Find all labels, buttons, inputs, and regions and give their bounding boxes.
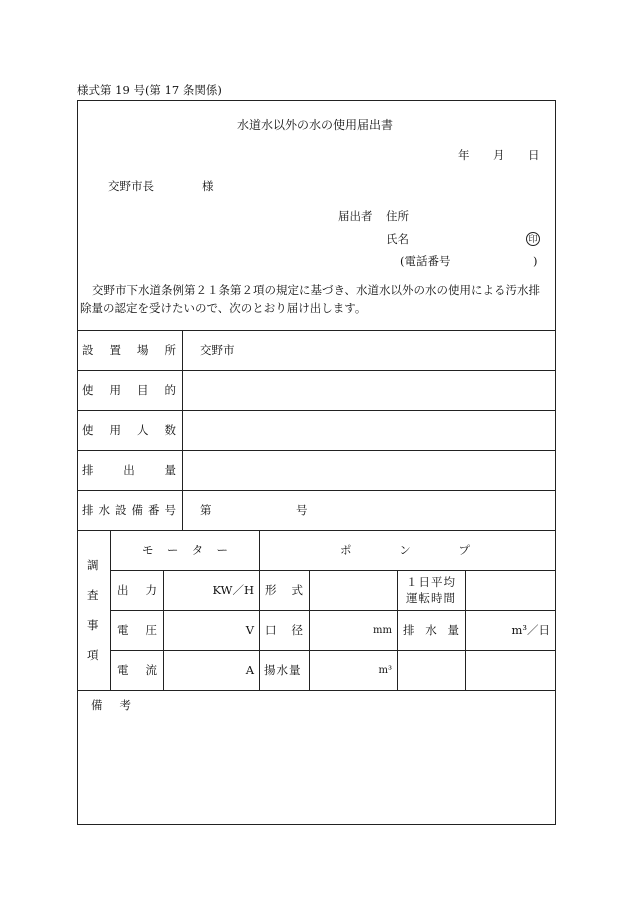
survey-side-label-4: 項 <box>87 648 99 662</box>
divider-line <box>77 530 556 531</box>
purpose-label: 使 用 目 的 <box>82 383 176 397</box>
date-year-label: 年 <box>458 148 470 162</box>
users-label: 使 用 人 数 <box>82 423 176 437</box>
drain-label: 排 水 量 <box>403 623 459 637</box>
discharge-label: 排 出 量 <box>82 463 176 477</box>
divider-line <box>110 650 556 651</box>
divider-line <box>77 410 556 411</box>
divider-line <box>309 570 310 690</box>
divider-line <box>397 570 398 690</box>
current-label: 電 流 <box>117 663 157 677</box>
addressee-honorific: 様 <box>202 179 214 193</box>
survey-side-label-1: 調 <box>87 558 99 572</box>
divider-line <box>110 610 556 611</box>
survey-side-label-3: 事 <box>87 618 99 632</box>
facility-number-suffix: 号 <box>296 503 308 517</box>
divider-line <box>110 530 111 690</box>
remarks-label: 備 考 <box>91 698 131 712</box>
runtime-label-line1: １日平均 <box>406 575 456 589</box>
notifier-address-label: 住所 <box>386 209 409 223</box>
motor-header: モ ー タ ー <box>142 543 228 557</box>
drain-unit: m³／日 <box>511 623 550 637</box>
location-value[interactable]: 交野市 <box>200 343 235 357</box>
divider-line <box>259 530 260 690</box>
output-label: 出 力 <box>117 583 157 597</box>
output-unit: KW／H <box>212 583 254 597</box>
divider-line <box>110 570 556 571</box>
bore-label: 口 径 <box>265 623 303 637</box>
addressee-name: 交野市長 <box>108 179 154 193</box>
notifier-label: 届出者 <box>338 209 373 223</box>
users-field[interactable] <box>190 420 550 442</box>
divider-line <box>77 450 556 451</box>
remarks-field[interactable] <box>82 718 550 818</box>
divider-line <box>182 330 183 530</box>
facility-number-field[interactable] <box>210 500 290 522</box>
facility-number-prefix: 第 <box>200 503 212 517</box>
current-unit: A <box>245 663 254 677</box>
facility-number-label: 排 水 設 備 番 号 <box>82 503 176 517</box>
type-label: 形 式 <box>265 583 303 597</box>
form-number: 様式第 19 号(第 17 条関係) <box>77 83 222 97</box>
divider-line <box>163 570 164 690</box>
survey-side-label-2: 査 <box>87 588 99 602</box>
form-title: 水道水以外の水の使用届出書 <box>236 118 393 132</box>
divider-line <box>465 570 466 690</box>
notifier-phone-label: (電話番号 <box>400 254 451 268</box>
body-text-line2: 除量の認定を受けたいので、次のとおり届け出します。 <box>80 301 367 315</box>
pumping-unit: m³ <box>378 665 392 676</box>
notifier-phone-close: ) <box>533 254 538 268</box>
runtime-label-line2: 運転時間 <box>406 591 456 605</box>
pump-header: ポ ン プ <box>340 543 470 557</box>
pumping-label: 揚水量 <box>264 663 302 677</box>
date-month-label: 月 <box>493 148 505 162</box>
body-text-line1: 交野市下水道条例第２１条第２項の規定に基づき、水道水以外の水の使用による汚水排 <box>92 283 541 297</box>
date-day-label: 日 <box>528 148 540 162</box>
seal-mark: 印 <box>526 232 540 246</box>
bore-unit: mm <box>373 625 392 636</box>
purpose-field[interactable] <box>190 380 550 402</box>
divider-line <box>77 690 556 691</box>
divider-line <box>77 370 556 371</box>
divider-line <box>77 330 556 331</box>
voltage-label: 電 圧 <box>117 623 157 637</box>
notifier-name-label: 氏名 <box>386 232 409 246</box>
location-label: 設 置 場 所 <box>82 343 176 357</box>
voltage-unit: V <box>245 623 254 637</box>
discharge-field[interactable] <box>190 460 550 482</box>
divider-line <box>77 490 556 491</box>
